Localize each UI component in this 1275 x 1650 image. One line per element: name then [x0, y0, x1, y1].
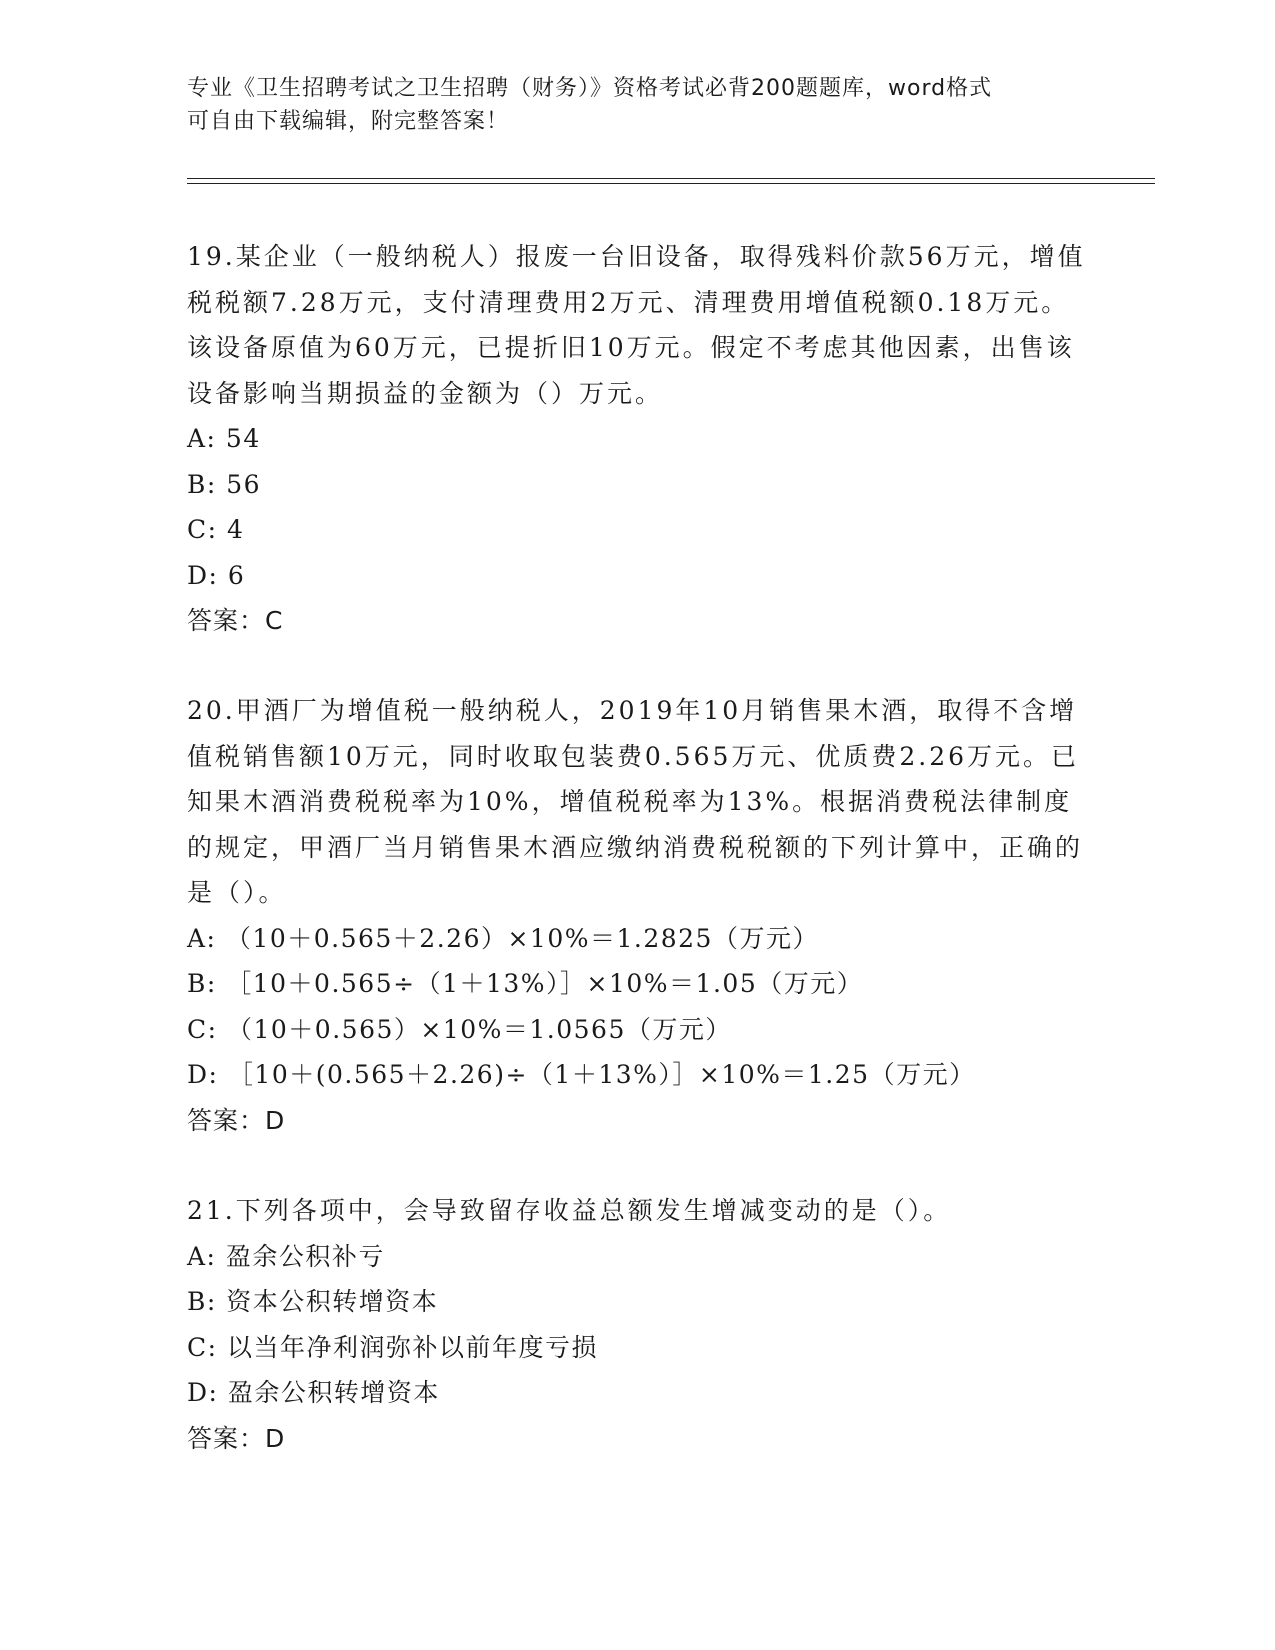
- option-a: A: 54: [187, 424, 261, 453]
- option-d: D: 盈余公积转增资本: [187, 1378, 440, 1407]
- header-divider-top: [187, 178, 1155, 179]
- option-a: A: （10＋0.565＋2.26）×10%＝1.2825（万元）: [187, 923, 819, 953]
- option-c: C: 以当年净利润弥补以前年度亏损: [187, 1332, 598, 1362]
- answer-line: 答案：C: [187, 606, 284, 635]
- option-b: B: 56: [187, 469, 262, 499]
- document-header: 专业《卫生招聘考试之卫生招聘（财务）》资格考试必背200题题库，word格式 可自由下载编辑，附完整答案！: [187, 76, 993, 134]
- option-c: C: 4: [187, 515, 245, 544]
- question-stem: 21.下列各项中，会导致留存收益总额发生增减变动的是（）。: [187, 1196, 952, 1225]
- option-d: D: 6: [187, 560, 246, 590]
- option-a: A: 盈余公积补亏: [187, 1241, 385, 1271]
- question-stem: 20.甲酒厂为增值税一般纳税人，2019年10月销售果木酒，取得不含增值税销售额10万元，同时收取包装费0.565万元、优质费2.26万元。已知果木酒消费税税率为10%，增值税税率为13%。根据消费税法律制度的规定，甲酒厂当月销售果木酒应缴纳消费税税额的下列计算中，正确的是（）。: [187, 696, 1084, 907]
- question-19: [187, 234, 1087, 644]
- answer-line: 答案：D: [187, 1105, 286, 1135]
- question-20: [187, 688, 1087, 1143]
- header-divider-bottom: [187, 183, 1155, 184]
- option-b: B: ［10＋0.565÷（1＋13%）］×10%＝1.05（万元）: [187, 969, 864, 998]
- option-b: B: 资本公积转增资本: [187, 1287, 439, 1316]
- option-d: D: ［10＋(0.565＋2.26)÷（1＋13%）］×10%＝1.25（万元）: [187, 1060, 976, 1089]
- question-stem: 19.某企业（一般纳税人）报废一台旧设备，取得残料价款56万元，增值税税额7.28万元，支付清理费用2万元、清理费用增值税额0.18万元。该设备原值为60万元，已提折旧10万元。假定不考虑其他因素，出售该设备影响当期损益的金额为（）万元。: [187, 242, 1086, 408]
- answer-line: 答案：D: [187, 1423, 286, 1453]
- question-21: [187, 1188, 1087, 1461]
- option-c: C: （10＋0.565）×10%＝1.0565（万元）: [187, 1014, 732, 1044]
